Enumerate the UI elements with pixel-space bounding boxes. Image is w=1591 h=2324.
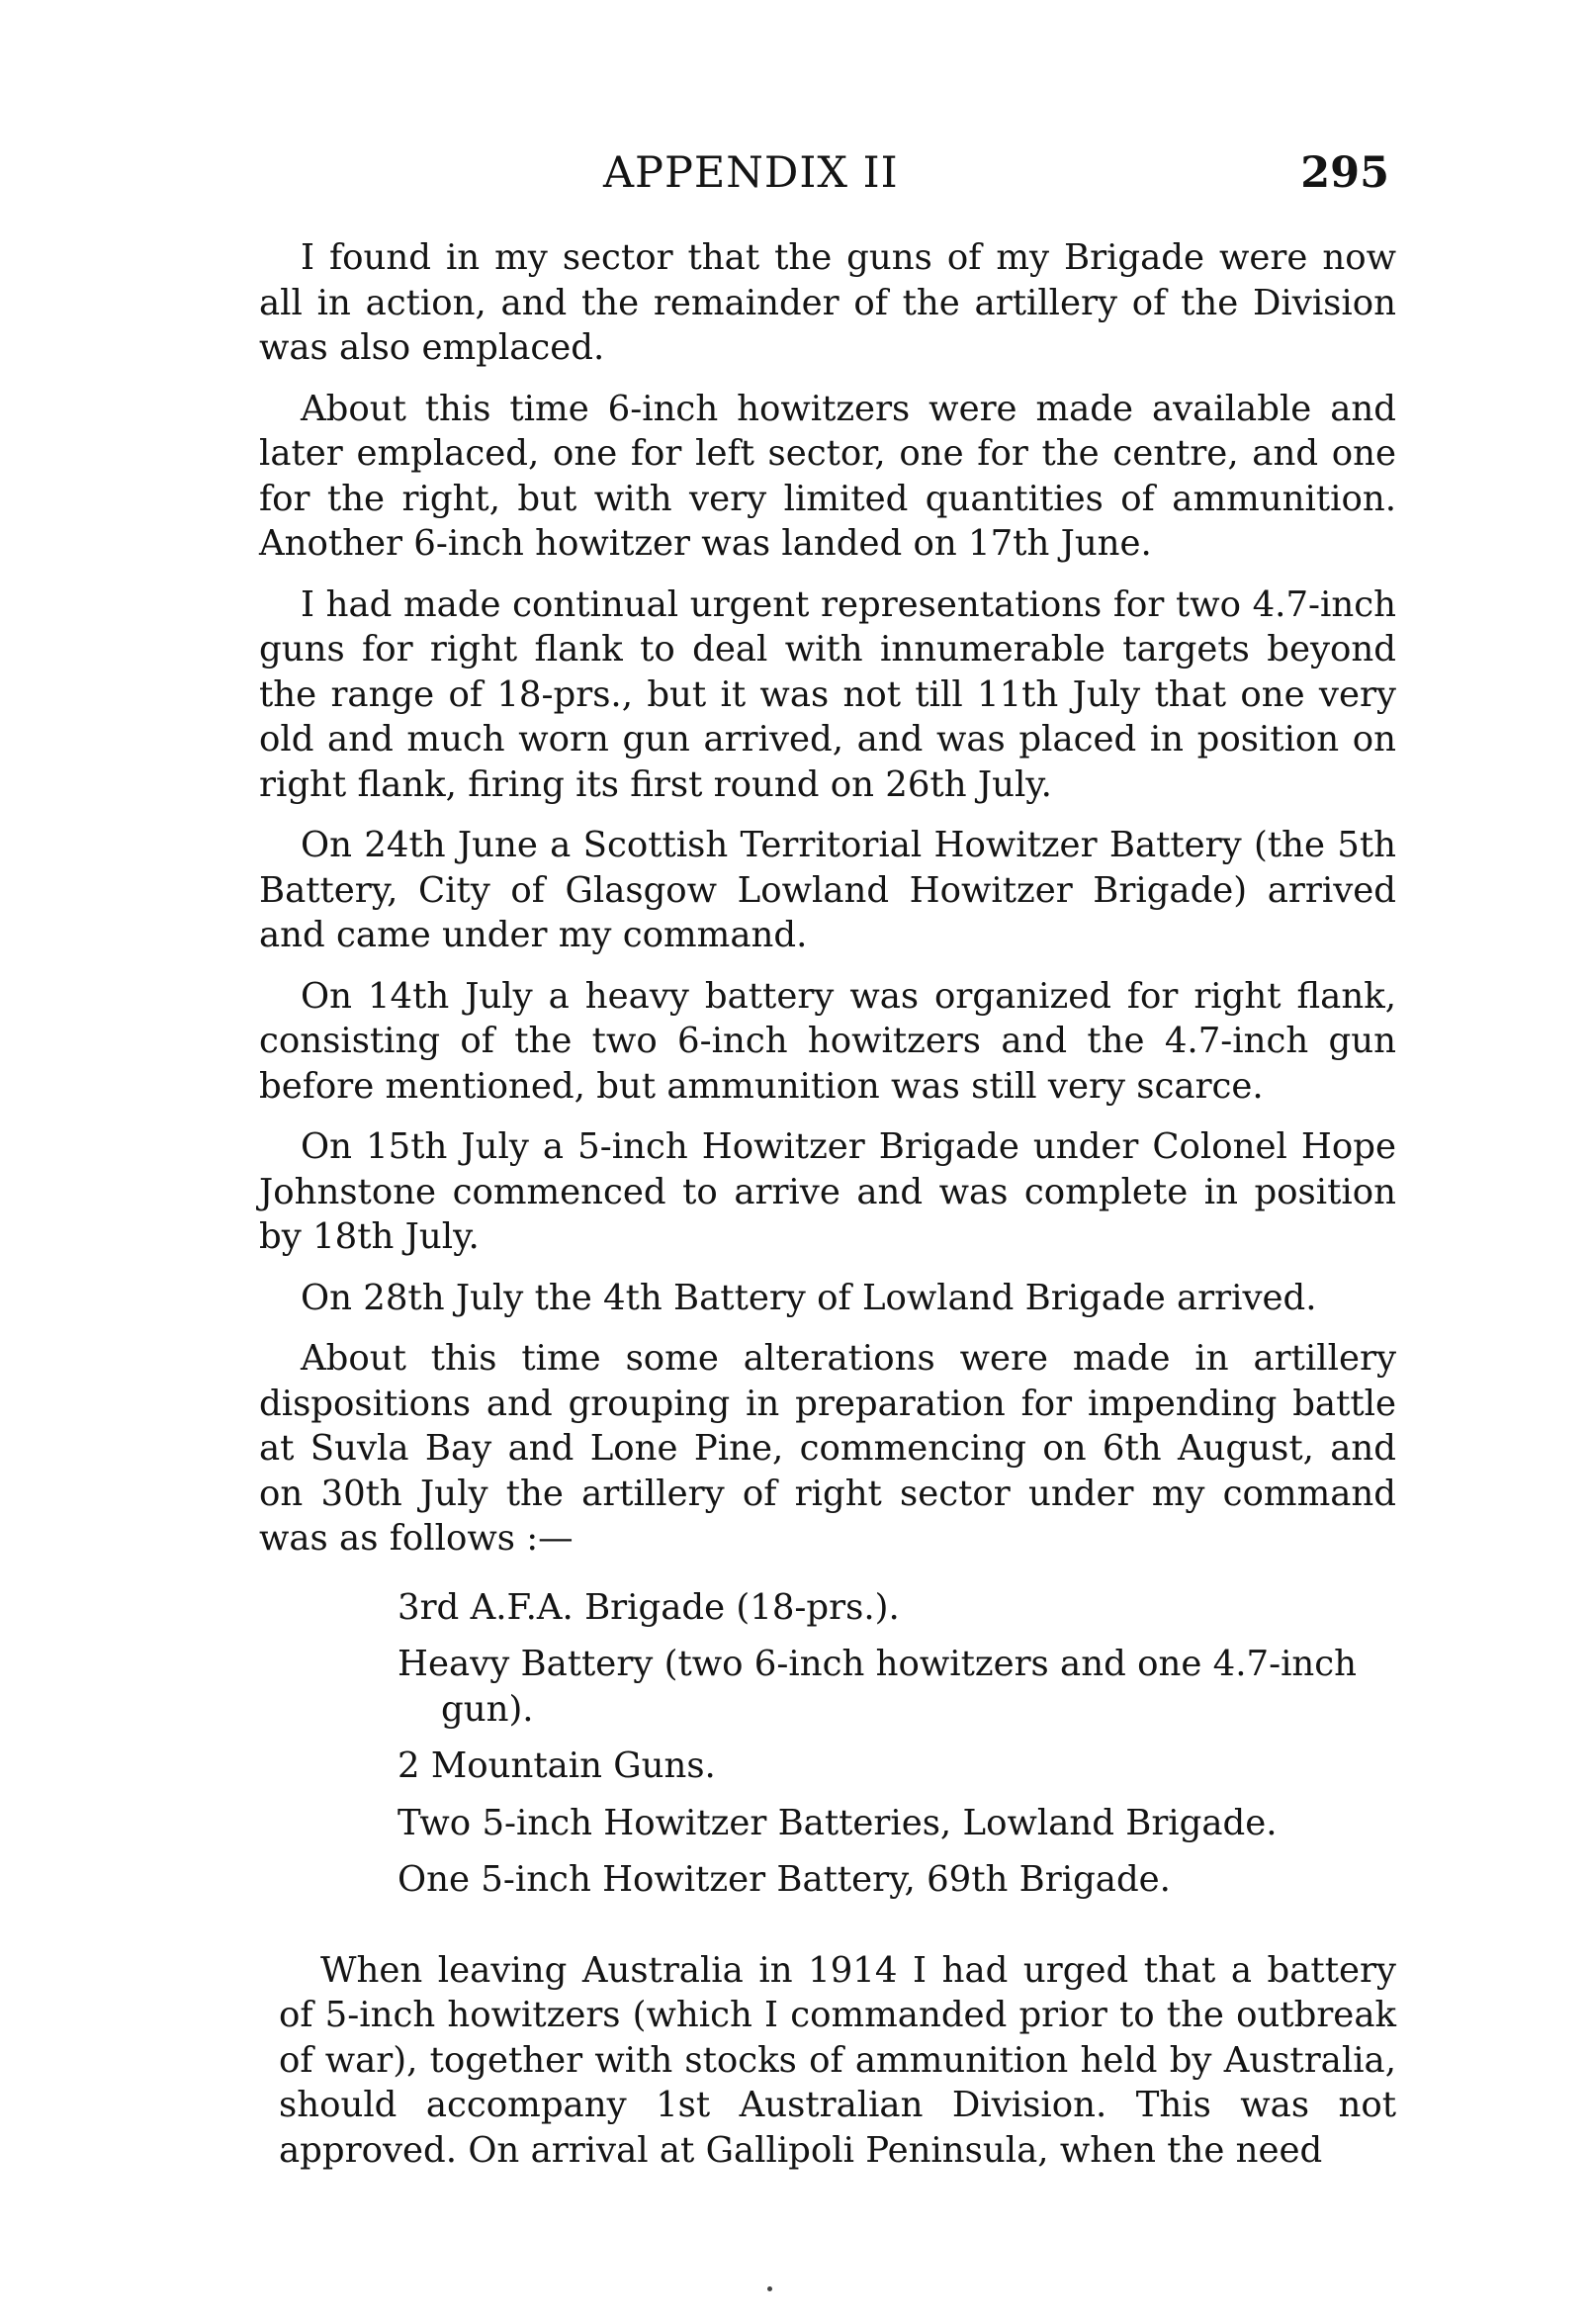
- list-item: One 5-inch Howitzer Battery, 69th Brigade.: [398, 1859, 1171, 1900]
- paragraph: I found in my sector that the guns of my Brigade were now all in action, and the remainder of the artillery of the Division was also emplaced.: [259, 237, 1396, 368]
- list-item: Two 5-inch Howitzer Batteries, Lowland Brigade.: [398, 1802, 1278, 1843]
- list-item: 3rd A.F.A. Brigade (18-prs.).: [398, 1586, 900, 1628]
- paragraph: About this time 6-inch howitzers were made available and later emplaced, one for left sector, one for the centre, and one for the right, but with very limited quantities of ammunition. Another 6-inch howitzer was landed on 17th June.: [259, 388, 1396, 564]
- paragraph: On 28th July the 4th Battery of Lowland Brigade arrived.: [301, 1277, 1317, 1318]
- closing-paragraph: When leaving Australia in 1914 I had urged that a battery of 5-inch howitzers (which I commanded prior to the outbreak of war), together with stocks of ammunition held by Australia, should accompany 1st Australian Division. This was not approved. On arrival at Gallipoli Peninsula, when the need: [279, 1949, 1396, 2171]
- page-number: 295: [1300, 148, 1389, 198]
- paragraph: On 14th July a heavy battery was organized for right flank, consisting of the two 6-inch howitzers and the 4.7-inch gun before mentioned, but ammunition was still very scarce.: [259, 975, 1396, 1107]
- running-head: APPENDIX II: [603, 148, 899, 198]
- body-text: [259, 235, 1396, 2189]
- print-speck: [767, 2286, 772, 2291]
- paragraph: On 24th June a Scottish Territorial Howitzer Battery (the 5th Battery, City of Glasgow Lowland Howitzer Brigade) arrived and came under my command.: [259, 825, 1396, 955]
- list-item: 2 Mountain Guns.: [398, 1745, 716, 1786]
- paragraph: On 15th July a 5-inch Howitzer Brigade under Colonel Hope Johnstone commenced to arrive and was complete in position by 18th July.: [259, 1126, 1396, 1257]
- page-header: [262, 148, 1389, 218]
- artillery-list: [259, 1585, 1396, 1903]
- paragraph: About this time some alterations were made in artillery dispositions and grouping in preparation for impending battle at Suvla Bay and Lone Pine, commencing on 6th August, and on 30th July the artillery of right sector under my command was as follows :—: [259, 1338, 1396, 1559]
- list-item: Heavy Battery (two 6-inch howitzers and one 4.7-inch gun).: [398, 1644, 1358, 1730]
- paragraph: I had made continual urgent representations for two 4.7-inch guns for right flank to deal with innumerable targets beyond the range of 18-prs., but it was not till 11th July that one very old and much worn gun arrived, and was placed in position on right flank, firing its first round on 26th July.: [259, 583, 1396, 805]
